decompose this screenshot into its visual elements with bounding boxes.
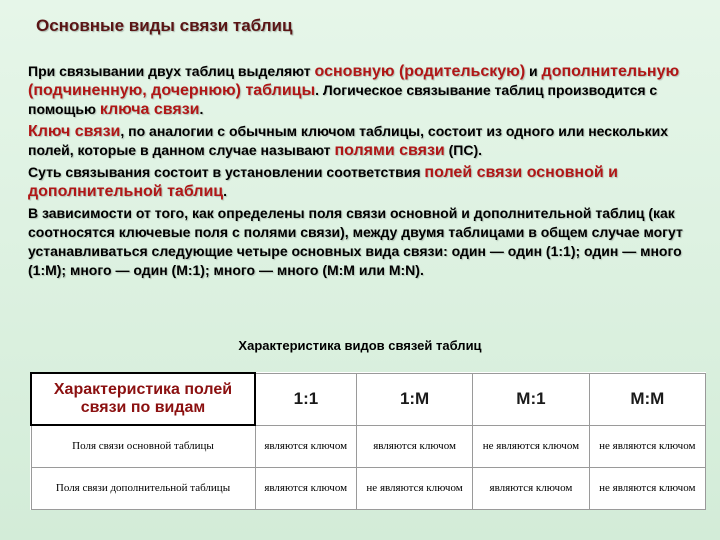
table-header-row bbox=[31, 373, 706, 425]
text-span: . bbox=[199, 101, 204, 117]
table-cell: не являются ключом bbox=[589, 425, 705, 467]
table-caption: Характеристика видов связей таблиц bbox=[238, 338, 482, 353]
table-cell: являются ключом bbox=[255, 425, 356, 467]
table-row bbox=[31, 467, 706, 509]
table-cell: являются ключом bbox=[255, 467, 356, 509]
text-span: . Логическое связывание таблиц производится с помощью bbox=[28, 82, 658, 117]
table-cell: не являются ключом bbox=[473, 425, 589, 467]
row-label: Поля связи основной таблицы bbox=[31, 425, 255, 467]
text-span: (ПС). bbox=[444, 142, 483, 158]
paragraph-3 bbox=[28, 163, 704, 201]
highlight-term: полей связи основной и дополнительной таблиц bbox=[28, 164, 618, 200]
row-label: Поля связи дополнительной таблицы bbox=[31, 467, 255, 509]
body-text bbox=[28, 62, 704, 280]
table-cell: являются ключом bbox=[356, 425, 472, 467]
highlight-term: основную (родительскую) bbox=[314, 63, 526, 80]
paragraph-1 bbox=[28, 62, 704, 119]
highlight-term: ключа связи bbox=[99, 101, 200, 118]
header-cell-m-1: М:1 bbox=[473, 373, 589, 425]
text-span: и bbox=[525, 63, 542, 79]
header-title-cell: Характеристика полей связи по видам bbox=[31, 373, 255, 425]
header-cell-1-1: 1:1 bbox=[255, 373, 356, 425]
text-span: , по аналогии с обычным ключом таблицы, состоит из одного или нескольких полей, которые в данном случае называют bbox=[28, 123, 668, 158]
header-cell-1-m: 1:М bbox=[356, 373, 472, 425]
header-cell-m-m: М:М bbox=[589, 373, 705, 425]
highlight-term: дополнительную (подчиненную, дочернюю) таблицы bbox=[28, 63, 680, 99]
text-span: . bbox=[223, 183, 228, 199]
slide-title: Основные виды связи таблиц bbox=[36, 16, 293, 35]
text-span: Суть связывания состоит в установлении соответствия bbox=[28, 164, 425, 180]
table-cell: не являются ключом bbox=[589, 467, 705, 509]
highlight-term: Ключ связи bbox=[28, 123, 121, 140]
table-cell: являются ключом bbox=[473, 467, 589, 509]
paragraph-4: В зависимости от того, как определены поля связи основной и дополнительной таблиц (как соотносятся ключевые поля с полями связи), между двумя таблицами в общем случае могут устанавливаться следующие четыре основных вида связи: один — один (1:1); один — много (1:М); много — один (М:1); много — много (М:М или М:N). bbox=[28, 205, 683, 278]
table-row bbox=[31, 425, 706, 467]
relations-table bbox=[30, 372, 706, 510]
text-span: При связывании двух таблиц выделяют bbox=[28, 63, 315, 79]
table-cell: не являются ключом bbox=[356, 467, 472, 509]
highlight-term: полями связи bbox=[334, 142, 445, 159]
paragraph-2 bbox=[28, 122, 704, 160]
